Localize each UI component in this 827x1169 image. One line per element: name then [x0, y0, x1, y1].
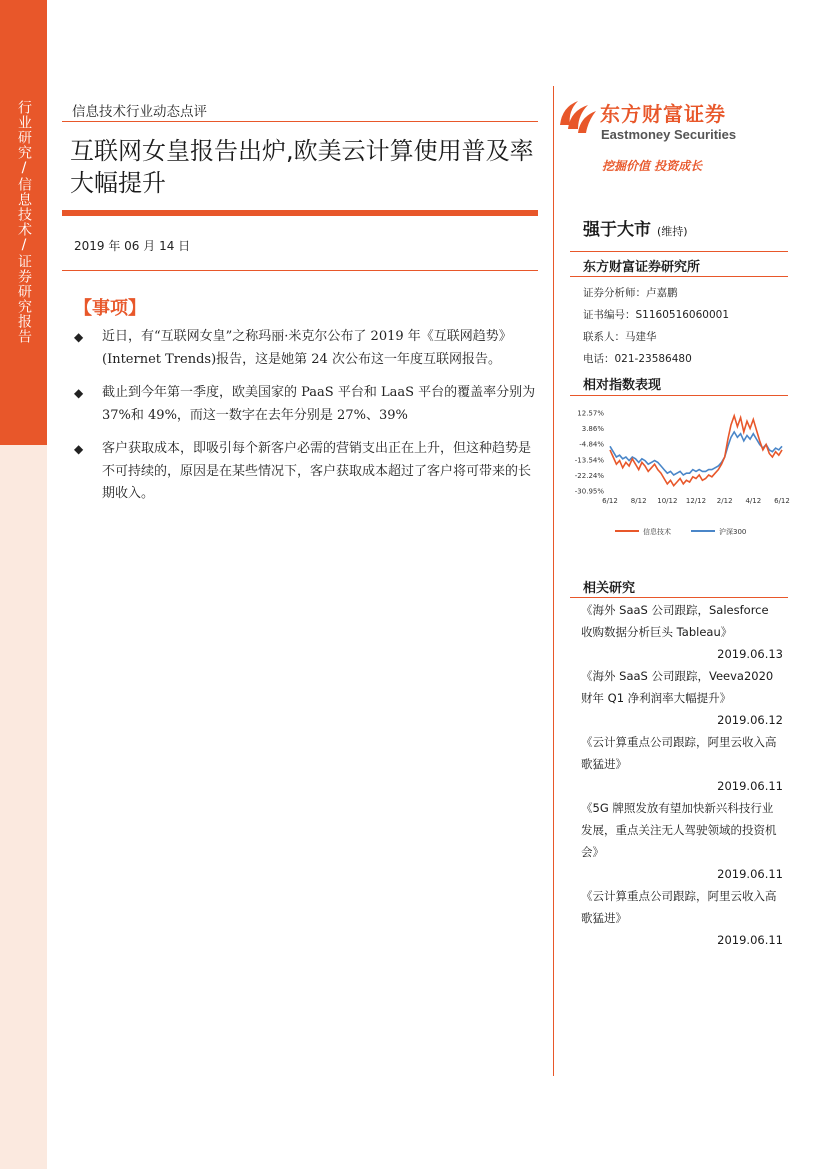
divider-thick — [62, 210, 538, 216]
page-title: 互联网女皇报告出炉,欧美云计算使用普及率大幅提升 — [70, 137, 534, 197]
related-date: 2019.06.11 — [717, 867, 783, 881]
related-title[interactable]: 《5G 牌照发放有望加快新兴科技行业发展，重点关注无人驾驶领域的投资机会》 — [581, 801, 777, 859]
diamond-bullet-icon: ◆ — [74, 330, 84, 344]
related-title[interactable]: 《云计算重点公司跟踪，阿里云收入高歌猛进》 — [581, 735, 777, 771]
rating — [583, 215, 688, 240]
x-tick-label: 6/12 — [774, 497, 790, 505]
diamond-bullet-icon: ◆ — [74, 386, 84, 400]
report-type: 信息技术行业动态点评 — [72, 104, 207, 120]
rating-note: (维持) — [657, 225, 688, 238]
related-title[interactable]: 《海外 SaaS 公司跟踪，Veeva2020 财年 Q1 净利润率大幅提升》 — [581, 669, 774, 705]
list-item[interactable] — [581, 731, 783, 797]
list-item[interactable] — [581, 797, 783, 885]
institute-name: 东方财富证券研究所 — [583, 260, 701, 275]
x-tick-label: 4/12 — [745, 497, 762, 505]
y-tick-label: 12.57% — [577, 409, 604, 418]
divider — [62, 270, 538, 271]
analyst-name: 证券分析师：卢嘉鹏 — [583, 287, 678, 299]
list-item[interactable] — [581, 885, 783, 951]
brand-mark-icon — [556, 95, 598, 145]
y-tick-label: -30.95% — [574, 487, 604, 496]
report-date: 2019 年 06 月 14 日 — [74, 239, 191, 253]
y-tick-label: -13.54% — [574, 456, 604, 465]
related-date: 2019.06.11 — [717, 779, 783, 793]
list-item[interactable] — [581, 599, 783, 665]
sidebar — [0, 0, 47, 1169]
contact-person: 联系人：马建华 — [583, 331, 657, 343]
divider — [570, 597, 788, 598]
related-research-list — [581, 599, 783, 951]
brand-name-en: Eastmoney Securities — [601, 127, 737, 142]
bullet-list — [70, 326, 538, 517]
related-title[interactable]: 《海外 SaaS 公司跟踪，Salesforce 收购数据分析巨头 Tableau》 — [581, 603, 769, 639]
relative-index-chart — [570, 405, 788, 545]
list-item: ◆ 客户获取成本，即吸引每个新客户必需的营销支出正在上升，但这种趋势是不可持续的，原因是在某些情况下，客户获取成本超过了客户将可带来的长期收入。 — [70, 438, 538, 506]
related-date: 2019.06.12 — [717, 713, 783, 727]
divider — [570, 251, 788, 252]
x-tick-label: 6/12 — [602, 497, 618, 505]
y-tick-label: 3.86% — [581, 425, 604, 434]
list-item: ◆ 截止到今年第一季度，欧美国家的 PaaS 平台和 LaaS 平台的覆盖率分别为 37%和 49%，而这一数字在去年分别是 27%、39% — [70, 382, 538, 427]
related-date: 2019.06.13 — [717, 647, 783, 661]
divider — [62, 121, 538, 122]
phone-number: 电话：021-23586480 — [583, 353, 692, 365]
cert-number: 证书编号：S1160516060001 — [583, 309, 730, 321]
rating-value: 强于大市 — [583, 220, 651, 240]
x-tick-label: 12/12 — [685, 497, 707, 505]
y-tick-label: -22.24% — [574, 471, 604, 480]
x-tick-label: 10/12 — [657, 497, 678, 505]
x-tick-label: 2/12 — [716, 497, 733, 505]
legend-label: 信息技术 — [643, 528, 671, 536]
y-tick-label: -4.84% — [579, 440, 604, 449]
column-divider — [553, 86, 554, 1076]
chart-heading: 相对指数表现 — [583, 378, 662, 393]
related-date: 2019.06.11 — [717, 933, 783, 947]
related-research-heading: 相关研究 — [583, 581, 636, 596]
divider — [570, 395, 788, 396]
brand-name-cn: 东方财富证券 — [600, 102, 726, 126]
list-item[interactable] — [581, 665, 783, 731]
related-title[interactable]: 《云计算重点公司跟踪，阿里云收入高歌猛进》 — [581, 889, 777, 925]
x-tick-label: 8/12 — [630, 497, 647, 505]
legend-label: 沪深300 — [719, 528, 747, 536]
series-line — [610, 432, 782, 475]
list-item: ◆ 近日，有“互联网女皇”之称玛丽·米克尔公布了 2019 年《互联网趋势》(Internet Trends)报告，这是她第 24 次公布这一年度互联网报告。 — [70, 326, 538, 371]
brand-logo — [556, 95, 776, 150]
series-line — [610, 416, 782, 486]
divider — [570, 276, 788, 277]
diamond-bullet-icon: ◆ — [74, 442, 84, 456]
sidebar-category-text: 行业研究/信息技术/证券研究报告 — [16, 100, 32, 344]
analyst-info — [583, 282, 729, 370]
brand-slogan: 挖掘价值 投资成长 — [602, 159, 703, 173]
section-heading: 【事项】 — [74, 298, 146, 319]
